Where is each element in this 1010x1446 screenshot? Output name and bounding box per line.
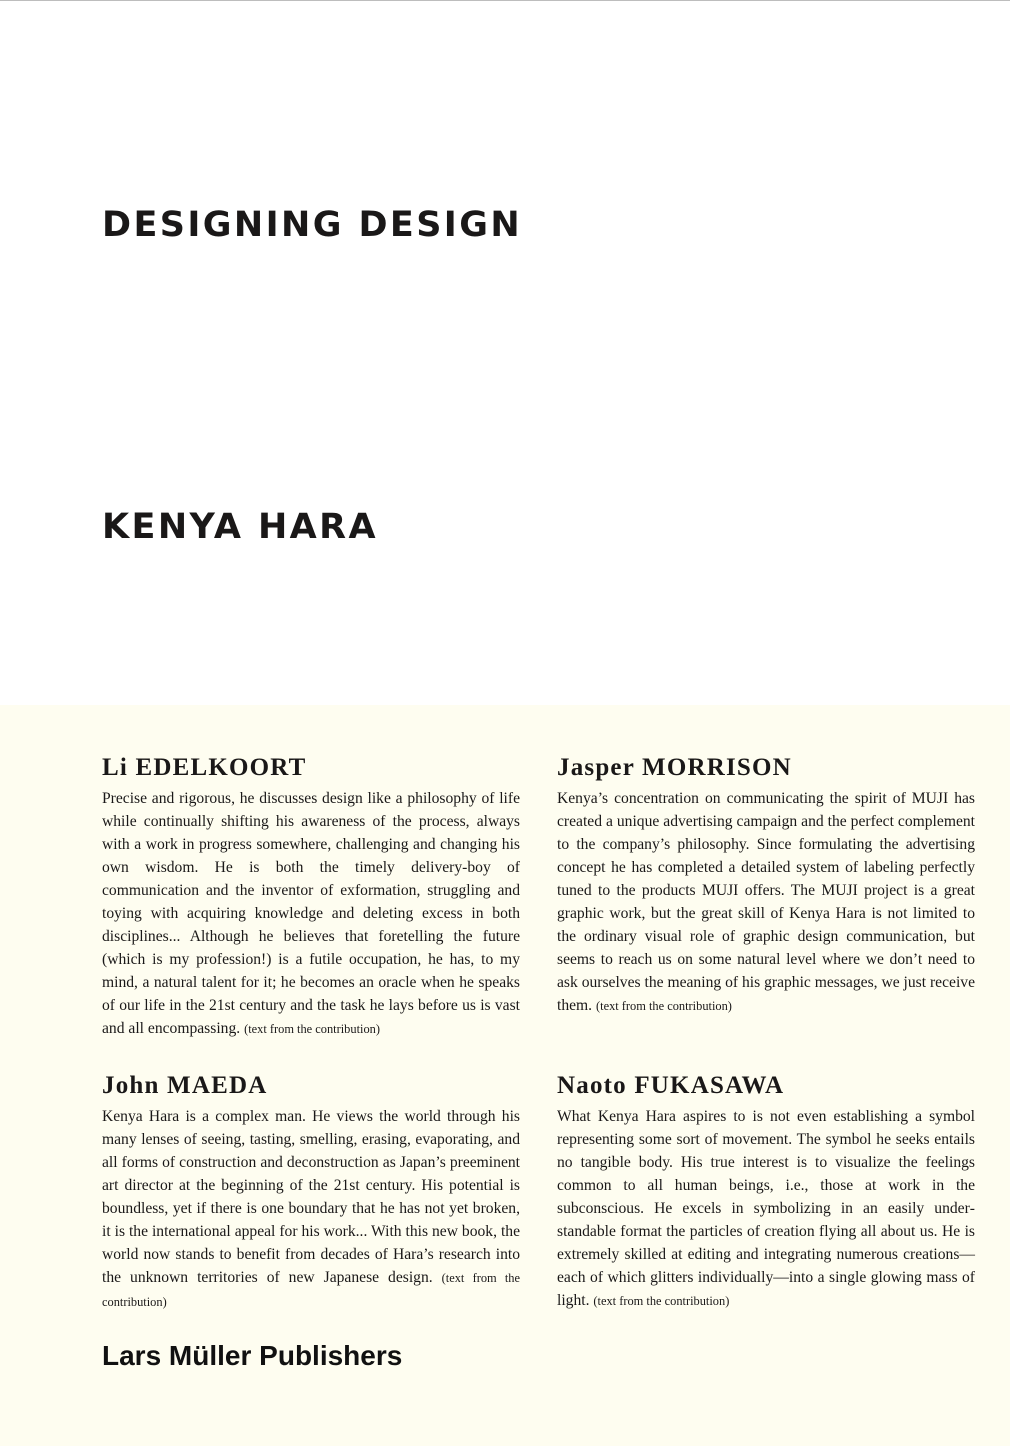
endorsement-text — [102, 1105, 520, 1314]
endorsement-body: What Kenya Hara aspires to is not even establishing a symbol representing some sort of movement. The symbol he seeks entails no tangible body. His true interest is to visualize the feelings common to all human beings, i.e., those at work in the subconscious. He excels in symbolizing in an easily understandable format the particles of creation flying all about us. He is extremely skilled at editing and integrating numerous creations—each of which glitters individually—into a single glowing mass of light. — [557, 1108, 975, 1309]
endorsement-source: (text from the contribution) — [102, 1271, 520, 1309]
endorsement-source: (text from the contribution) — [596, 999, 732, 1013]
endorser-name: John MAEDA — [102, 1072, 268, 1099]
endorsement-morrison — [557, 753, 975, 1018]
publisher-name: Lars Müller Publishers — [102, 1340, 403, 1371]
top-border-line — [0, 0, 1010, 1]
author-name: KENYA HARA — [102, 507, 379, 547]
endorsements-panel — [0, 705, 1010, 1446]
endorsement-source: (text from the contribution) — [244, 1022, 380, 1036]
book-title: DESIGNING DESIGN — [102, 205, 523, 245]
endorser-name: Jasper MORRISON — [557, 754, 792, 781]
endorsement-text — [102, 787, 520, 1041]
endorsement-maeda — [102, 1071, 520, 1314]
endorsement-body: Precise and rigorous, he discusses design like a philosophy of life while continually shifting his awareness of the process, always with a work in progress somewhere, challenging and changing his own wisdom. He is both the timely delivery-boy of communication and the inventor of exformation, struggling and toying with acquiring knowledge and deleting excess in both disciplines... Although he believes that foretelling the future (which is my profession!) is a futile occupation, he has, to my mind, a natural talent for it; he becomes an oracle when he speaks of our life in the 21st century and the task he lays before us is vast and all encompassing. — [102, 790, 520, 1037]
endorser-name: Li EDELKOORT — [102, 754, 307, 781]
endorsement-body: Kenya’s concentration on communicating the spirit of MUJI has created a unique advertising campaign and the perfect complement to the company’s philosophy. Since formulating the advertising concept he has completed a detailed system of labeling perfectly tuned to the products MUJI offers. The MUJI project is a great graphic work, but the great skill of Kenya Hara is not limited to the ordinary visual role of graphic design communication, but seems to reach us on some natural level where we don’t need to ask ourselves the meaning of his graphic messages, we just receive them. — [557, 790, 975, 1014]
endorser-name: Naoto FUKASAWA — [557, 1072, 785, 1099]
endorsement-body: Kenya Hara is a complex man. He views the world through his many lenses of seeing, tasting, smelling, erasing, evaporating, and all forms of construction and deconstruction as Japan’s preeminent art director at the beginning of the 21st century. His potential is boundless, yet if there is one boundary that he has not yet broken, it is the international appeal for his work... With this new book, the world now stands to benefit from decades of Hara’s research into the unknown territories of new Japanese design. — [102, 1108, 520, 1286]
endorsement-text — [557, 787, 975, 1018]
endorsement-text — [557, 1105, 975, 1313]
endorsement-edelkoort — [102, 753, 520, 1041]
endorsement-fukasawa — [557, 1071, 975, 1313]
endorsement-source: (text from the contribution) — [593, 1294, 730, 1308]
